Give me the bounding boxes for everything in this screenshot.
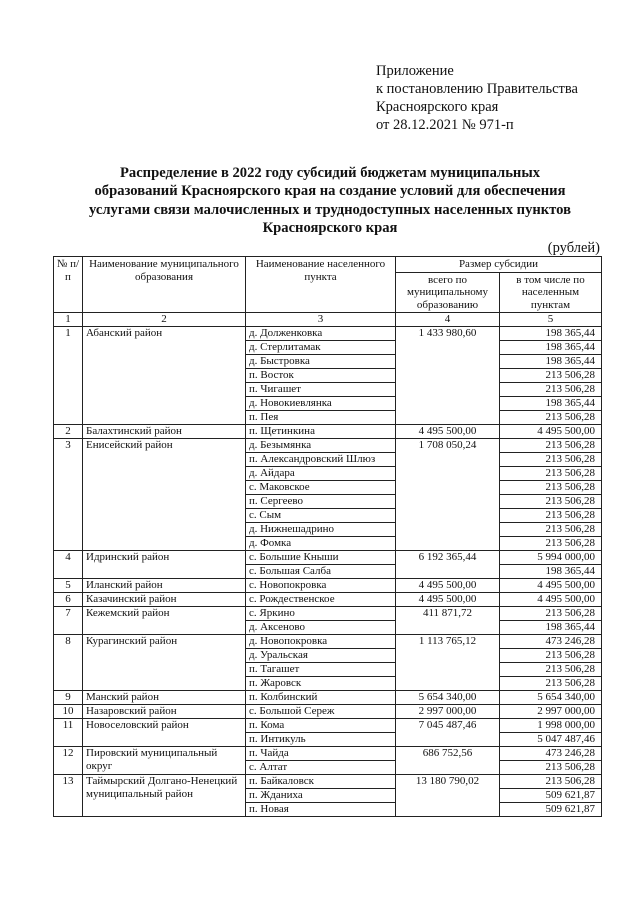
settlement-amount: 4 495 500,00 (500, 579, 602, 593)
settlement-amount: 473 246,28 (500, 635, 602, 649)
municipality-total: 411 871,72 (396, 607, 500, 635)
settlement-amount: 213 506,28 (500, 663, 602, 677)
municipality-name: Казачинский район (83, 593, 246, 607)
municipality-total: 1 708 050,24 (396, 439, 500, 551)
row-number: 5 (54, 579, 83, 593)
settlement-name: п. Щетинкина (246, 425, 396, 439)
settlement-amount: 2 997 000,00 (500, 705, 602, 719)
column-number: 3 (246, 313, 396, 327)
municipality-name: Пировский муниципальный округ (83, 747, 246, 775)
settlement-name: с. Большой Сереж (246, 705, 396, 719)
row-number: 3 (54, 439, 83, 551)
settlement-amount: 213 506,28 (500, 383, 602, 397)
title-line: услугами связи малочисленных и труднодоступных населенных пунктов (89, 201, 571, 218)
municipality-total: 4 495 500,00 (396, 425, 500, 439)
settlement-name: д. Аксеново (246, 621, 396, 635)
settlement-name: с. Алтат (246, 761, 396, 775)
appendix-line: от 28.12.2021 № 971-п (376, 117, 514, 133)
settlement-name: с. Большая Салба (246, 565, 396, 579)
settlement-amount: 198 365,44 (500, 397, 602, 411)
header-subsidy: Размер субсидии (396, 257, 602, 273)
settlement-amount: 198 365,44 (500, 355, 602, 369)
settlement-amount: 213 506,28 (500, 677, 602, 691)
appendix-line: к постановлению Правительства (376, 81, 578, 97)
settlement-name: п. Чигашет (246, 383, 396, 397)
settlement-name: д. Стерлитамак (246, 341, 396, 355)
settlement-amount: 213 506,28 (500, 439, 602, 453)
table-row (54, 607, 602, 621)
settlement-amount: 5 654 340,00 (500, 691, 602, 705)
settlement-amount: 213 506,28 (500, 523, 602, 537)
appendix-block (376, 62, 626, 134)
document-title (60, 164, 600, 238)
table-body (54, 327, 602, 817)
settlement-amount: 198 365,44 (500, 341, 602, 355)
municipality-total: 4 495 500,00 (396, 579, 500, 593)
settlement-amount: 198 365,44 (500, 565, 602, 579)
municipality-total: 7 045 487,46 (396, 719, 500, 747)
settlement-amount: 473 246,28 (500, 747, 602, 761)
column-number: 1 (54, 313, 83, 327)
column-number: 2 (83, 313, 246, 327)
table-row (54, 327, 602, 341)
table-row (54, 579, 602, 593)
municipality-name: Новоселовский район (83, 719, 246, 747)
settlement-amount: 213 506,28 (500, 369, 602, 383)
units-label: (рублей) (547, 240, 600, 256)
municipality-name: Балахтинский район (83, 425, 246, 439)
settlement-name: п. Жданиха (246, 789, 396, 803)
header-settlement: Наименование населенного пункта (246, 257, 396, 313)
settlement-name: д. Долженковка (246, 327, 396, 341)
municipality-total: 4 495 500,00 (396, 593, 500, 607)
settlement-amount: 4 495 500,00 (500, 593, 602, 607)
settlement-amount: 5 047 487,46 (500, 733, 602, 747)
row-number: 12 (54, 747, 83, 775)
settlement-amount: 213 506,28 (500, 453, 602, 467)
municipality-total: 13 180 790,02 (396, 775, 500, 817)
table-row (54, 593, 602, 607)
settlement-name: д. Новопокровка (246, 635, 396, 649)
municipality-total: 1 113 765,12 (396, 635, 500, 691)
settlement-amount: 198 365,44 (500, 621, 602, 635)
municipality-name: Абанский район (83, 327, 246, 425)
row-number: 2 (54, 425, 83, 439)
table-header (54, 257, 602, 327)
table-row (54, 439, 602, 453)
table-row (54, 425, 602, 439)
municipality-name: Манский район (83, 691, 246, 705)
settlement-name: п. Колбинский (246, 691, 396, 705)
row-number: 8 (54, 635, 83, 691)
settlement-amount: 198 365,44 (500, 327, 602, 341)
settlement-name: д. Безымянка (246, 439, 396, 453)
settlement-name: д. Фомка (246, 537, 396, 551)
settlement-name: с. Рождественское (246, 593, 396, 607)
municipality-name: Идринский район (83, 551, 246, 579)
table-row (54, 551, 602, 565)
settlement-name: д. Новокиевлянка (246, 397, 396, 411)
row-number: 11 (54, 719, 83, 747)
row-number: 10 (54, 705, 83, 719)
settlement-name: с. Новопокровка (246, 579, 396, 593)
header-total: всего по муниципальному образованию (396, 272, 500, 313)
settlement-name: п. Байкаловск (246, 775, 396, 789)
settlement-name: д. Быстровка (246, 355, 396, 369)
settlement-amount: 213 506,28 (500, 467, 602, 481)
settlement-name: п. Пея (246, 411, 396, 425)
title-line: образований Красноярского края на создание условий для обеспечения (94, 183, 566, 200)
settlement-amount: 509 621,87 (500, 789, 602, 803)
column-number: 4 (396, 313, 500, 327)
settlement-name: с. Большие Кныши (246, 551, 396, 565)
settlement-name: п. Жаровск (246, 677, 396, 691)
settlement-name: п. Чайда (246, 747, 396, 761)
title-line: Распределение в 2022 году субсидий бюджетам муниципальных (119, 165, 541, 181)
settlement-name: д. Нижнешадрино (246, 523, 396, 537)
row-number: 1 (54, 327, 83, 425)
settlement-name: с. Сым (246, 509, 396, 523)
table-row (54, 705, 602, 719)
settlement-amount: 213 506,28 (500, 775, 602, 789)
settlement-name: п. Тагашет (246, 663, 396, 677)
table-row (54, 635, 602, 649)
settlement-amount: 213 506,28 (500, 411, 602, 425)
municipality-name: Таймырский Долгано-Ненецкий муниципальный район (83, 775, 246, 817)
row-number: 6 (54, 593, 83, 607)
header-no: № п/п (54, 257, 83, 313)
column-number: 5 (500, 313, 602, 327)
header-per-settlement: в том числе по населенным пунктам (500, 272, 602, 313)
settlement-name: п. Кома (246, 719, 396, 733)
appendix-line: Красноярского края (376, 99, 499, 115)
municipality-name: Иланский район (83, 579, 246, 593)
municipality-total: 5 654 340,00 (396, 691, 500, 705)
row-number: 4 (54, 551, 83, 579)
settlement-name: п. Восток (246, 369, 396, 383)
settlement-amount: 213 506,28 (500, 495, 602, 509)
settlement-amount: 213 506,28 (500, 537, 602, 551)
table-row (54, 747, 602, 761)
municipality-total: 2 997 000,00 (396, 705, 500, 719)
settlement-amount: 213 506,28 (500, 481, 602, 495)
row-number: 13 (54, 775, 83, 817)
table-row (54, 775, 602, 789)
settlement-amount: 213 506,28 (500, 509, 602, 523)
settlement-name: п. Сергеево (246, 495, 396, 509)
settlement-name: с. Яркино (246, 607, 396, 621)
municipality-name: Енисейский район (83, 439, 246, 551)
subsidy-table (53, 256, 602, 817)
table-row (54, 719, 602, 733)
appendix-line: Приложение (376, 63, 454, 79)
settlement-amount: 213 506,28 (500, 607, 602, 621)
settlement-amount: 509 621,87 (500, 803, 602, 817)
settlement-name: с. Маковское (246, 481, 396, 495)
municipality-name: Кежемский район (83, 607, 246, 635)
settlement-amount: 1 998 000,00 (500, 719, 602, 733)
settlement-amount: 213 506,28 (500, 649, 602, 663)
settlement-amount: 4 495 500,00 (500, 425, 602, 439)
row-number: 9 (54, 691, 83, 705)
settlement-amount: 5 994 000,00 (500, 551, 602, 565)
settlement-name: д. Уральская (246, 649, 396, 663)
municipality-total: 6 192 365,44 (396, 551, 500, 579)
title-line: Красноярского края (262, 220, 398, 237)
settlement-name: п. Новая (246, 803, 396, 817)
table-row (54, 691, 602, 705)
settlement-name: п. Интикуль (246, 733, 396, 747)
municipality-total: 1 433 980,60 (396, 327, 500, 425)
settlement-amount: 213 506,28 (500, 761, 602, 775)
municipality-total: 686 752,56 (396, 747, 500, 775)
row-number: 7 (54, 607, 83, 635)
municipality-name: Назаровский район (83, 705, 246, 719)
municipality-name: Курагинский район (83, 635, 246, 691)
header-municipality: Наименование муниципального образования (83, 257, 246, 313)
settlement-name: д. Айдара (246, 467, 396, 481)
settlement-name: п. Александровский Шлюз (246, 453, 396, 467)
